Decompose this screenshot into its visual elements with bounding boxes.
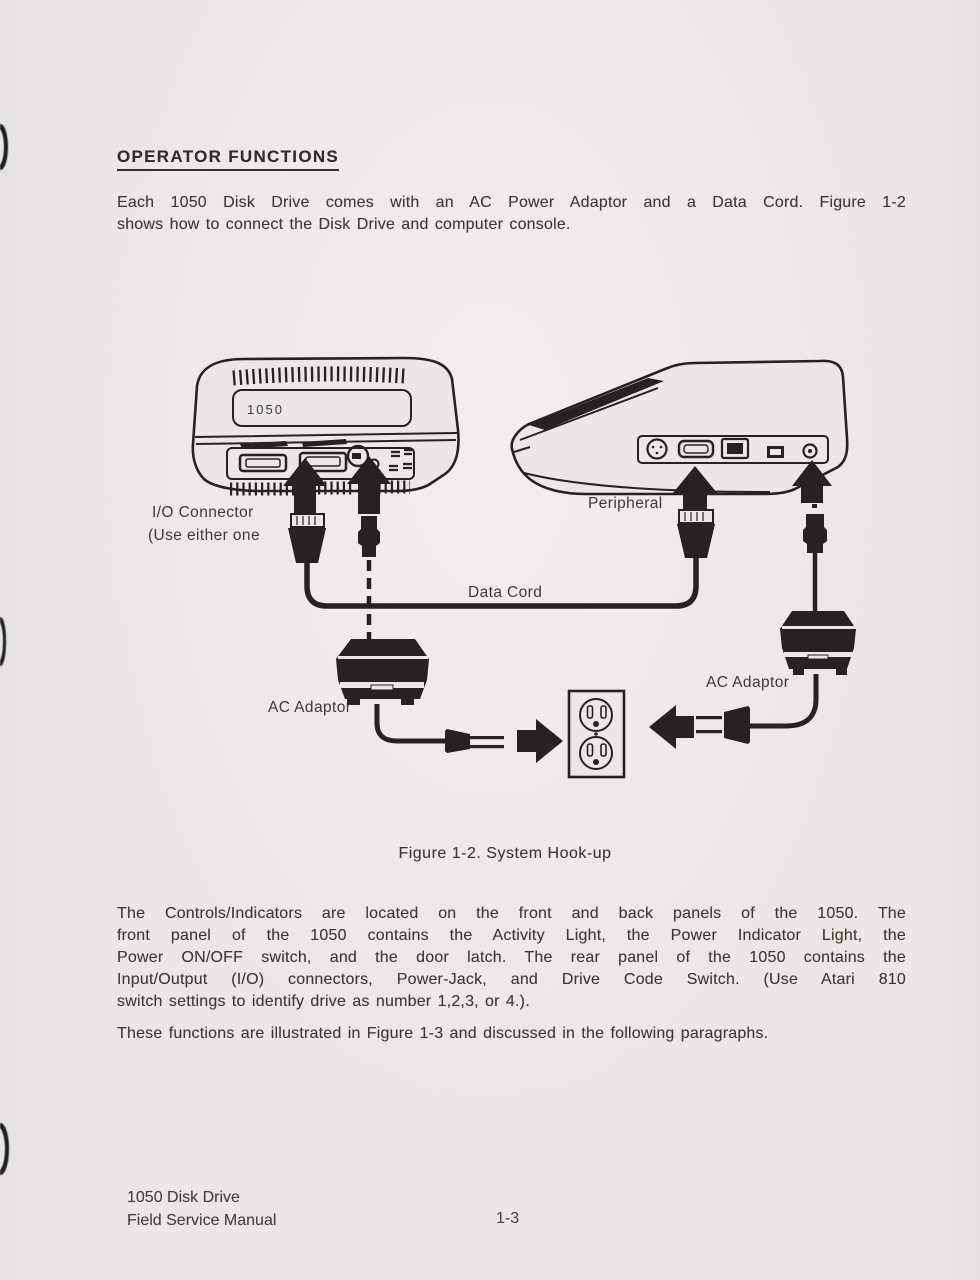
controls-indicators-paragraph	[117, 903, 906, 1013]
system-hookup-diagram	[0, 350, 980, 790]
wall-plug-left	[445, 729, 470, 753]
paragraph-line: front panel of the 1050 contains the Activity Light, the Power Indicator Light, the	[117, 927, 906, 944]
binder-hole-mark	[0, 124, 13, 170]
figure-caption: Figure 1-2. System Hook-up	[398, 845, 612, 862]
data-plug-body-left	[288, 528, 326, 563]
drive-power-plug	[358, 507, 380, 646]
disk-drive-rear-view	[193, 358, 459, 491]
data-plug-head-right	[679, 510, 713, 523]
drive-model-label: 1050	[247, 402, 284, 417]
page-title: OPERATOR FUNCTIONS	[117, 147, 339, 171]
intro-paragraph	[117, 192, 906, 236]
paragraph-line: switch settings to identify drive as number 1,2,3, or 4.).	[117, 993, 530, 1010]
ac-adaptor-label-left: AC Adaptor	[268, 699, 352, 716]
peripheral-label: Peripheral	[588, 495, 663, 512]
paragraph-line: Each 1050 Disk Drive comes with an AC Power Adaptor and a Data Cord. Figure 1-2	[117, 194, 906, 211]
right-arrow-into-outlet	[517, 719, 563, 763]
io-connector-label-line2: (Use either one	[148, 527, 260, 544]
paragraph-line: Power ON/OFF switch, and the door latch. The rear panel of the 1050 contains the	[117, 949, 906, 966]
figure-1-2-illustration	[0, 350, 980, 790]
data-plug-head-left	[291, 514, 324, 527]
footer-line: Field Service Manual	[127, 1212, 277, 1229]
ac-adapter-left	[336, 639, 504, 753]
left-arrow-into-outlet	[649, 705, 694, 749]
console-body	[512, 361, 848, 494]
data-cord-label: Data Cord	[468, 584, 543, 601]
adapter-outlet-cable	[377, 704, 447, 741]
data-plug-body-right	[677, 524, 715, 558]
ac-adaptor-label-right: AC Adaptor	[706, 674, 790, 691]
footer-manual-title	[127, 1186, 276, 1232]
binder-hole-mark	[0, 1123, 15, 1175]
io-connector-label-line1: I/O Connector	[152, 504, 254, 521]
computer-console-rear-view	[512, 361, 848, 494]
adapter-brick	[780, 611, 856, 669]
footer-line: 1050 Disk Drive	[127, 1189, 240, 1206]
paragraph-line: shows how to connect the Disk Drive and computer console.	[117, 216, 571, 233]
paragraph-line: The Controls/Indicators are located on the front and back panels of the 1050. The	[117, 905, 906, 922]
paragraph-line: These functions are illustrated in Figure 1-3 and discussed in the following paragraphs.	[117, 1025, 769, 1042]
wall-plug-right	[724, 706, 750, 744]
wall-outlet	[569, 691, 624, 777]
closing-paragraph	[117, 1023, 906, 1045]
switch-port	[767, 446, 784, 458]
page-number: 1-3	[496, 1210, 520, 1227]
paragraph-line: Input/Output (I/O) connectors, Power-Jack, and Drive Code Switch. (Use Atari 810	[117, 971, 906, 988]
console-power-plug	[803, 504, 827, 614]
